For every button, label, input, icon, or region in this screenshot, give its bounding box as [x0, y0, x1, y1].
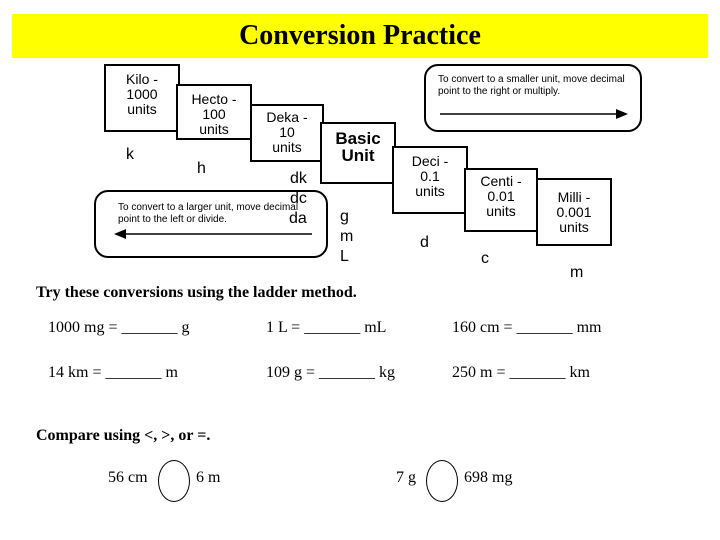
- step-deka-name: Deka -: [266, 109, 308, 125]
- step-kilo-name: Kilo -: [126, 71, 158, 87]
- step-centi-value: 0.01: [487, 188, 515, 204]
- compare-1-answer-circle[interactable]: [158, 460, 190, 502]
- step-kilo-units: units: [127, 101, 157, 117]
- step-kilo-value: 1000: [126, 86, 158, 102]
- step-deka-value: 10: [279, 124, 295, 140]
- step-deci-name: Deci -: [411, 153, 449, 169]
- problem-3: 160 cm = _______ mm: [452, 319, 602, 336]
- letter-g: g: [340, 208, 349, 225]
- step-basic: [320, 122, 396, 184]
- compare-1-left: 56 cm: [108, 469, 148, 486]
- right-arrow-icon: [440, 108, 630, 120]
- step-milli-name: Milli -: [557, 189, 591, 205]
- step-centi-units: units: [486, 203, 516, 219]
- letter-h: h: [197, 160, 206, 177]
- letter-dc: dc: [290, 190, 307, 207]
- step-kilo: [104, 64, 180, 132]
- problem-1: 1000 mg = _______ g: [48, 319, 190, 336]
- step-deka: [250, 104, 324, 162]
- title-banner: [12, 14, 708, 58]
- compare-2-left: 7 g: [396, 469, 416, 486]
- step-hecto: [176, 84, 252, 140]
- step-basic-name: Basic: [335, 129, 381, 148]
- problem-4: 14 km = _______ m: [48, 364, 178, 381]
- smaller-unit-text: To convert to a smaller unit, move decimal point to the right or multiply.: [438, 74, 625, 97]
- step-deka-units: units: [272, 139, 302, 155]
- letter-dk: dk: [290, 170, 307, 187]
- step-hecto-units: units: [199, 121, 229, 137]
- compare-2-right: 698 mg: [464, 469, 513, 486]
- compare-label: Compare using <, >, or =.: [36, 427, 211, 444]
- step-centi: [464, 168, 538, 232]
- letter-da: da: [289, 210, 307, 227]
- step-milli-units: units: [559, 219, 589, 235]
- letter-milli: m: [570, 264, 584, 281]
- instructions: Try these conversions using the ladder method.: [36, 284, 357, 301]
- letter-L: L: [340, 248, 349, 265]
- letter-d: d: [420, 234, 429, 251]
- step-milli: [536, 178, 612, 246]
- compare-2-answer-circle[interactable]: [426, 460, 458, 502]
- step-deci: [392, 146, 468, 214]
- step-deci-value: 0.1: [420, 168, 440, 184]
- smaller-unit-note: [424, 64, 642, 132]
- letter-m: m: [340, 228, 354, 245]
- letter-c: c: [481, 250, 489, 267]
- page-title: Conversion Practice: [239, 20, 481, 51]
- problem-5: 109 g = _______ kg: [266, 364, 396, 381]
- step-centi-name: Centi -: [480, 173, 522, 189]
- letter-k: k: [126, 146, 134, 163]
- problem-2: 1 L = _______ mL: [266, 319, 387, 336]
- step-basic-unit: Unit: [341, 146, 375, 165]
- larger-unit-text: To convert to a larger unit, move decimal point to the left or divide.: [118, 202, 299, 225]
- step-hecto-name: Hecto -: [191, 91, 237, 107]
- left-arrow-icon: [114, 228, 314, 240]
- problem-6: 250 m = _______ km: [452, 364, 590, 381]
- compare-1-right: 6 m: [196, 469, 221, 486]
- step-milli-value: 0.001: [556, 204, 592, 220]
- step-deci-units: units: [415, 183, 445, 199]
- step-hecto-value: 100: [202, 106, 226, 122]
